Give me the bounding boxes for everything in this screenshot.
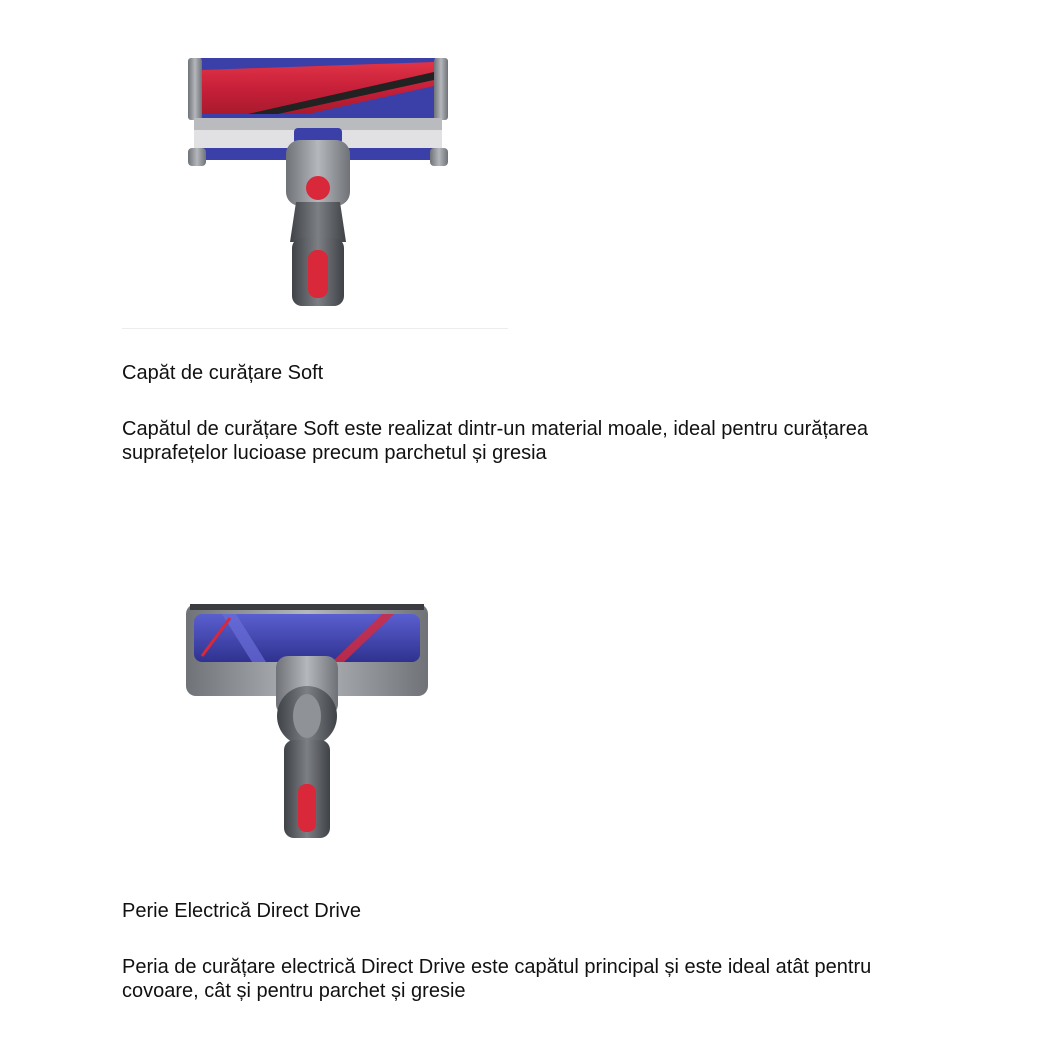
product-description: Capătul de curățare Soft este realizat dintr-un material moale, ideal pentru curățarea suprafețelor lucioase precum parchetul și gresia	[122, 418, 868, 464]
product-title: Perie Electrică Direct Drive	[122, 900, 361, 922]
product-direct-drive-head	[122, 0, 922, 1047]
product-description: Peria de curățare electrică Direct Drive este capătul principal și este ideal atât pentru covoare, cât și pentru parchet și gresie	[122, 956, 872, 1002]
product-title: Capăt de curățare Soft	[122, 362, 324, 384]
direct-drive-head-image	[182, 598, 432, 848]
